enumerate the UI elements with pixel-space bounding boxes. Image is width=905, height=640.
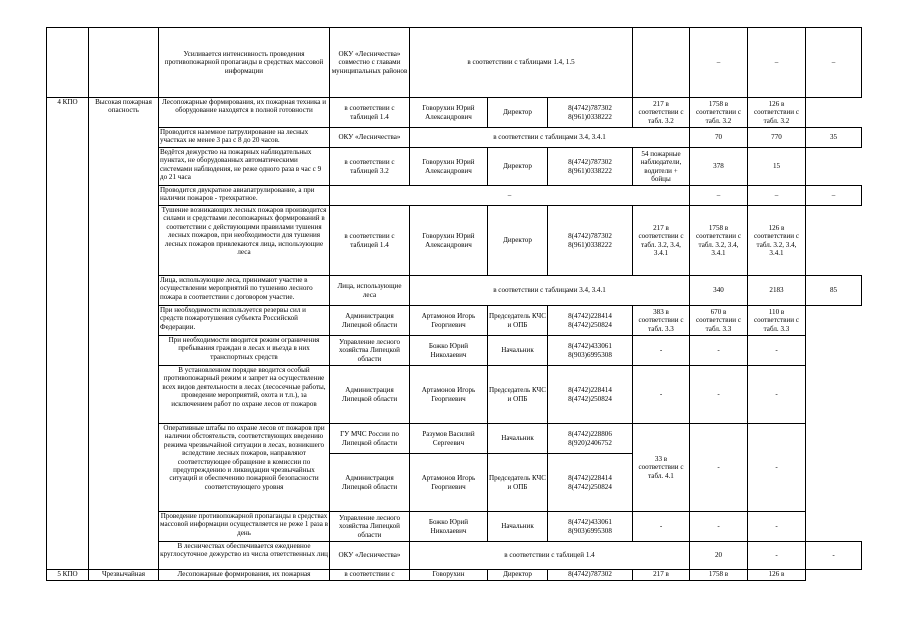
- value-3-cell: -: [748, 336, 806, 366]
- danger-level-cell: [89, 28, 159, 98]
- value-3-cell: 110 в соответствии с табл. 3.3: [748, 306, 806, 336]
- person-cell: Говорухин Юрий Александрович: [410, 148, 488, 186]
- person-cell: Артамонов Игорь Георгиевич: [410, 306, 488, 336]
- measure-cell: В установленном порядке вводится особый противопожарный режим и запрет на осуществление всех видов деятельности в лесах (лесосечные работы, проведение мероприятий, охота и т.п.), за исключением работ по охране лесов от пожаров: [159, 366, 330, 424]
- measure-cell: Оперативные штабы по охране лесов от пожаров при наличии обстоятельств, соответствующих введению режима чрезвычайной ситуации в лесах, возникшего вследствие лесных пожаров, направляют соответствующее обращение в комиссии по предупреждению и ликвидации чрезвычайных ситуаций и обеспечению пожарной безопасности соответствующего уровня: [159, 424, 330, 512]
- measure-cell: Усиливается интенсивность проведения противопожарной пропаганды в средствах массовой информации: [159, 28, 330, 98]
- phone-cell: [633, 28, 690, 98]
- term-cell: в соответствии с таблицей 1.4: [330, 98, 410, 128]
- position-cell: Председатель КЧС и ОПБ: [488, 306, 548, 336]
- position-cell: Начальник: [488, 336, 548, 366]
- table-row: [47, 542, 862, 570]
- term-cell: Управление лесного хозяйства Липецкой области: [330, 336, 410, 366]
- value-2-cell: 1758 в соответствии с табл. 3.2, 3.4, 3.4.1: [690, 206, 748, 276]
- measure-cell: В лесничествах обеспечивается ежедневное круглосуточное дежурство из числа ответственных лиц: [159, 542, 330, 570]
- value-2-cell: -: [690, 512, 748, 542]
- table-row: [47, 148, 862, 186]
- value-2-cell: –: [748, 28, 806, 98]
- term-cell: Лица, использующие леса: [330, 276, 410, 306]
- term-cell: в соответствии с таблицей 1.4: [330, 206, 410, 276]
- table-row: [47, 186, 862, 206]
- term-cell: ОКУ «Лесничества»: [330, 542, 410, 570]
- term-cell: ОКУ «Лесничества» совместно с главами муниципальных районов: [330, 28, 410, 98]
- value-2-cell: 770: [748, 128, 806, 148]
- merged-reference-cell: в соответствии с таблицами 1.4, 1.5: [410, 28, 633, 98]
- value-1-cell: 340: [690, 276, 748, 306]
- value-3-cell: -: [748, 366, 806, 424]
- table-row: [47, 570, 862, 581]
- value-1-cell: 217 в соответствии с табл. 3.2: [633, 98, 690, 128]
- measure-cell: Лесопожарные формирования, их пожарная техника и оборудование находятся в полной готовности: [159, 98, 330, 128]
- measure-cell: Проводится наземное патрулирование на лесных участках не менее 3 раз с 8 до 20 часов.: [159, 128, 330, 148]
- measure-cell: Тушение возникающих лесных пожаров производится силами и средствами лесопожарных формирований в соответствии с действующими правилами тушения лесных пожаров, при необходимости для тушения лесных пожаров привлекаются лица, использующие леса: [159, 206, 330, 276]
- value-3-cell: 126 в: [748, 570, 806, 581]
- fire-danger-measures-table: [46, 27, 862, 581]
- phone-cell: 8(4742)787302 8(961)0338222: [548, 148, 633, 186]
- value-1-cell: -: [633, 512, 690, 542]
- person-cell: Говорухин Юрий Александрович: [410, 98, 488, 128]
- person-cell: Говорухин Юрий Александрович: [410, 206, 488, 276]
- position-cell: Директор: [488, 98, 548, 128]
- value-3-cell: -: [748, 512, 806, 542]
- value-2-cell: –: [748, 186, 806, 206]
- person-cell: Артамонов Игорь Георгиевич: [410, 454, 488, 512]
- position-cell: Начальник: [488, 512, 548, 542]
- position-cell: Начальник: [488, 424, 548, 454]
- value-2-cell: 1758 в соответствии с табл. 3.2: [690, 98, 748, 128]
- merged-reference-cell: в соответствии с таблицами 3.4, 3.4.1: [410, 276, 690, 306]
- merged-reference-cell: –: [330, 186, 690, 206]
- value-3-cell: 126 в соответствии с табл. 3.2: [748, 98, 806, 128]
- value-3-cell: –: [806, 186, 862, 206]
- value-2-cell: -: [690, 366, 748, 424]
- phone-cell: 8(4742)228414 8(4742)250824: [548, 366, 633, 424]
- value-1-cell: 217 в соответствии с табл. 3.2, 3.4, 3.4.1: [633, 206, 690, 276]
- value-1-cell: 217 в: [633, 570, 690, 581]
- value-3-cell: 15: [748, 148, 806, 186]
- measure-cell: При необходимости вводится режим ограничения пребывания граждан в лесах и въезда в них транспортных средств: [159, 336, 330, 366]
- value-1-cell: 70: [690, 128, 748, 148]
- value-1-cell: –: [690, 28, 748, 98]
- measure-cell: Ведётся дежурство на пожарных наблюдательных пунктах, не оборудованных автоматическими системами наблюдения, не реже одного раза в час с 9 до 21 часа: [159, 148, 330, 186]
- value-3-cell: 35: [806, 128, 862, 148]
- measure-cell: Лица, использующие леса, принимают участие в осуществлении мероприятий по тушению лесного пожара в соответствии с договором участие.: [159, 276, 330, 306]
- position-cell: Председатель КЧС и ОПБ: [488, 366, 548, 424]
- merged-reference-cell: в соответствии с таблицами 3.4, 3.4.1: [410, 128, 690, 148]
- measure-cell: Проводится двукратное авиапатрулирование, а при наличии пожаров - трехкратное.: [159, 186, 330, 206]
- phone-cell: 8(4742)228414 8(4742)250824: [548, 454, 633, 512]
- person-cell: Божко Юрий Николаевич: [410, 512, 488, 542]
- class-cell: [47, 28, 89, 98]
- term-cell: Управление лесного хозяйства Липецкой области: [330, 512, 410, 542]
- phone-cell: 8(4742)787302 8(961)0338222: [548, 98, 633, 128]
- person-cell: Божко Юрий Николаевич: [410, 336, 488, 366]
- position-cell: Председатель КЧС и ОПБ: [488, 454, 548, 512]
- value-2-cell: 670 в соответствии с табл. 3.3: [690, 306, 748, 336]
- value-1-cell: –: [690, 186, 748, 206]
- term-cell: Администрация Липецкой области: [330, 366, 410, 424]
- table-row: [47, 306, 862, 336]
- value-2-cell: -: [690, 336, 748, 366]
- measure-cell: Лесопожарные формирования, их пожарная: [159, 570, 330, 581]
- value-3-cell: 126 в соответствии с табл. 3.2, 3.4, 3.4.1: [748, 206, 806, 276]
- phone-cell: 8(4742)433061 8(903)6995308: [548, 336, 633, 366]
- term-cell: в соответствии с таблицей 3.2: [330, 148, 410, 186]
- term-cell: Администрация Липецкой области: [330, 306, 410, 336]
- table-row: [47, 276, 862, 306]
- value-2-cell: 2183: [748, 276, 806, 306]
- measure-cell: Проведение противопожарной пропаганды в средствах массовой информации осуществляется не реже 1 раза в день: [159, 512, 330, 542]
- person-cell: Артамонов Игорь Георгиевич: [410, 366, 488, 424]
- value-1-cell: -: [633, 366, 690, 424]
- class-cell: 4 КПО: [47, 98, 89, 570]
- person-cell: Говорухин: [410, 570, 488, 581]
- table-row: [47, 206, 862, 276]
- phone-cell: 8(4742)228414 8(4742)250824: [548, 306, 633, 336]
- phone-cell: 8(4742)433061 8(903)6995308: [548, 512, 633, 542]
- table-row: [47, 424, 862, 454]
- value-1-cell: 33 в соответствии с табл. 4.1: [633, 424, 690, 512]
- phone-cell: 8(4742)787302: [548, 570, 633, 581]
- value-3-cell: -: [806, 542, 862, 570]
- table-row: [47, 28, 862, 98]
- value-3-cell: –: [806, 28, 862, 98]
- term-cell: в соответствии с: [330, 570, 410, 581]
- table-row: [47, 128, 862, 148]
- person-cell: Разумов Василий Сергеевич: [410, 424, 488, 454]
- term-cell: ГУ МЧС России по Липецкой области: [330, 424, 410, 454]
- measure-cell: При необходимости используется резервы сил и средств пожаротушения субъекта Российской Федерации.: [159, 306, 330, 336]
- table-row: [47, 336, 862, 366]
- position-cell: Директор: [488, 148, 548, 186]
- phone-cell: 8(4742)787302 8(961)0338222: [548, 206, 633, 276]
- value-3-cell: 85: [806, 276, 862, 306]
- danger-level-cell: Чрезвычайная: [89, 570, 159, 581]
- term-cell: Администрация Липецкой области: [330, 454, 410, 512]
- class-cell: 5 КПО: [47, 570, 89, 581]
- table-row: [47, 98, 862, 128]
- value-3-cell: -: [748, 424, 806, 512]
- phone-cell: 8(4742)228806 8(920)2406752: [548, 424, 633, 454]
- term-cell: ОКУ «Лесничества»: [330, 128, 410, 148]
- value-1-cell: -: [633, 336, 690, 366]
- table-row: [47, 366, 862, 424]
- merged-reference-cell: в соответствии с таблицей 1.4: [410, 542, 690, 570]
- table-row: [47, 512, 862, 542]
- value-2-cell: 1758 в: [690, 570, 748, 581]
- value-1-cell: 383 в соответствии с табл. 3.3: [633, 306, 690, 336]
- danger-level-cell: Высокая пожарная опасность: [89, 98, 159, 570]
- value-2-cell: -: [748, 542, 806, 570]
- value-2-cell: -: [690, 424, 748, 512]
- value-1-cell: 20: [690, 542, 748, 570]
- position-cell: Директор: [488, 570, 548, 581]
- value-2-cell: 378: [690, 148, 748, 186]
- position-cell: Директор: [488, 206, 548, 276]
- value-1-cell: 54 пожарные наблюдатели, водители + бойцы: [633, 148, 690, 186]
